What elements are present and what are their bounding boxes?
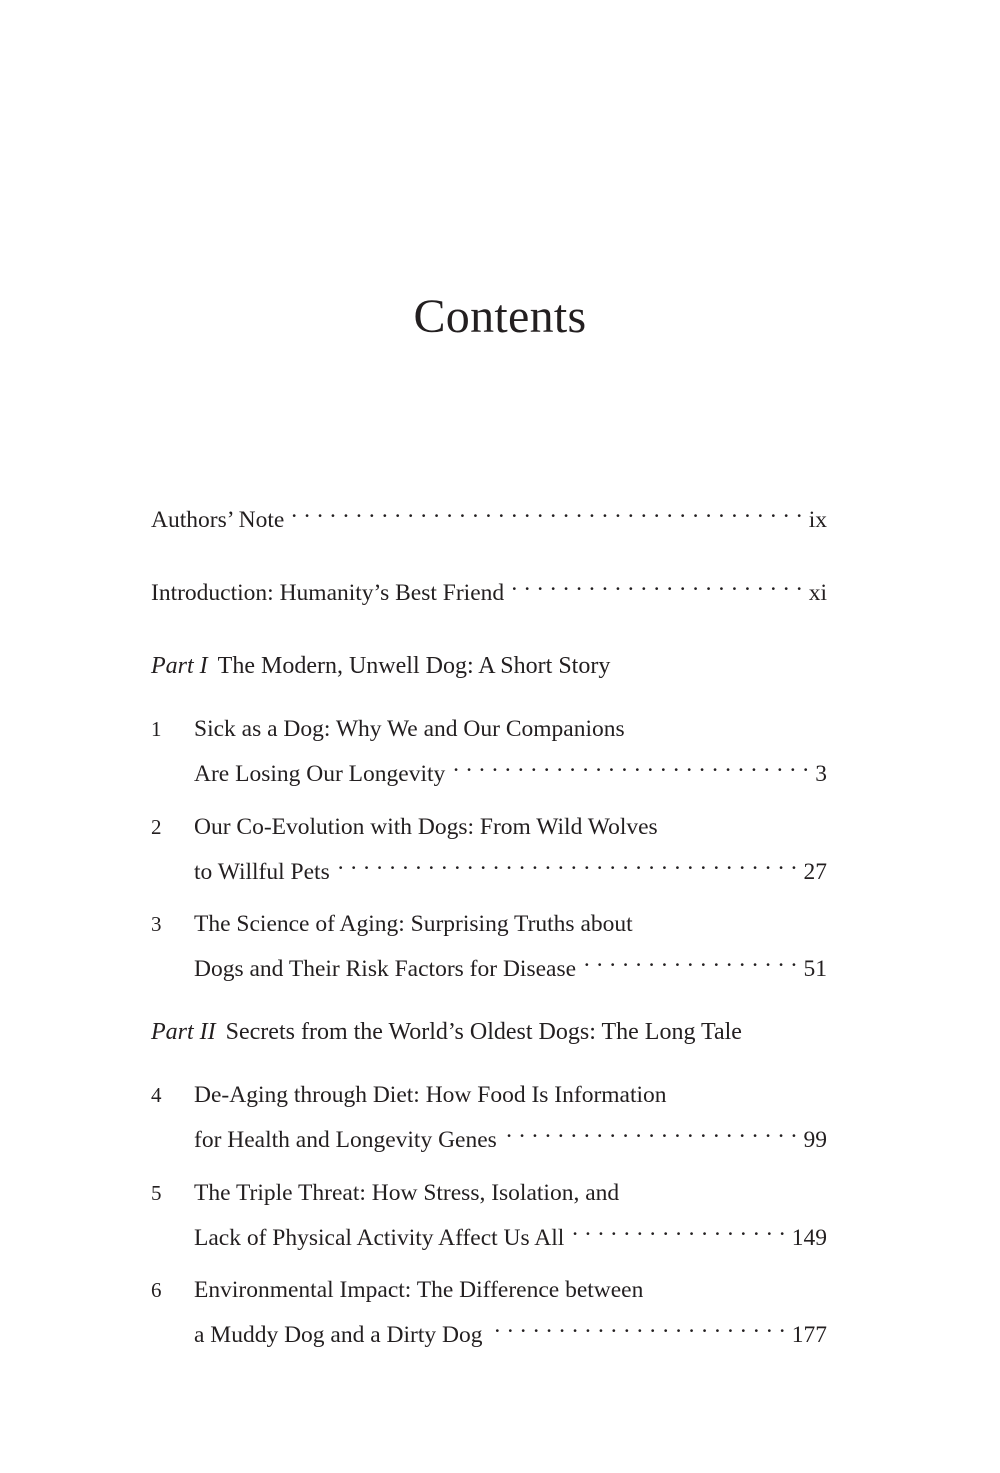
page-number: 27 [803,859,827,885]
page-number: 3 [815,761,827,787]
chapter-number: 3 [151,912,162,936]
toc-entry-authors-note[interactable] [151,493,827,537]
chapter-title-line-with-page[interactable]: for Health and Longevity Genes . . . 99 [194,1113,827,1157]
dot-leader [486,1308,785,1342]
chapter-title-line-with-page[interactable]: Lack of Physical Activity Affect Us All . . . 149 [194,1211,827,1255]
chapter-number: 2 [151,815,162,839]
dot-leader [568,1211,785,1245]
entry-title: Introduction: Humanity’s Best Friend [151,580,505,606]
chapter-title-line[interactable]: Environmental Impact: The Difference between [194,1277,644,1303]
chapter-title-line[interactable]: The Triple Threat: How Stress, Isolation, and [194,1180,620,1206]
part-heading-2 [151,1015,831,1049]
chapter-title-line[interactable]: De-Aging through Diet: How Food Is Information [194,1082,667,1108]
entry-title: Authors’ Note [151,507,285,533]
page-number: xi [808,580,827,606]
chapter-number: 4 [151,1083,162,1107]
dot-leader [580,942,797,976]
page-number: 149 [791,1225,827,1251]
dot-leader [501,1113,798,1147]
chapter-number: 5 [151,1181,162,1205]
page-number: 177 [791,1322,827,1348]
chapter-title-line[interactable]: Our Co-Evolution with Dogs: From Wild Wolves [194,814,658,840]
page-number: ix [808,507,827,533]
chapter-title-line-with-page[interactable]: Are Losing Our Longevity . . . 3 [194,747,827,791]
toc-entry-introduction[interactable] [151,566,827,610]
part-label: Part I [151,653,208,679]
dot-leader [288,493,802,527]
page-title: Contents [413,290,587,344]
chapter-title-line[interactable]: The Science of Aging: Surprising Truths about [194,911,633,937]
part-title: The Modern, Unwell Dog: A Short Story [217,653,611,679]
chapter-title-line[interactable]: Sick as a Dog: Why We and Our Companions [194,716,625,742]
chapter-number: 1 [151,717,162,741]
chapter-number: 6 [151,1278,162,1302]
dot-leader [449,747,809,781]
chapter-title-line-with-page[interactable]: a Muddy Dog and a Dirty Dog . . . 177 [194,1308,827,1352]
part-label: Part II [151,1019,216,1045]
chapter-title-line-with-page[interactable]: Dogs and Their Risk Factors for Disease . . . 51 [194,942,827,986]
dot-leader [508,566,803,600]
dot-leader [334,845,798,879]
part-title: Secrets from the World’s Oldest Dogs: The Long Tale [225,1019,742,1045]
page-number: 99 [803,1127,827,1153]
page-number: 51 [803,956,827,982]
part-heading-1 [151,649,831,683]
chapter-title-line-with-page[interactable]: to Willful Pets . . . 27 [194,845,827,889]
